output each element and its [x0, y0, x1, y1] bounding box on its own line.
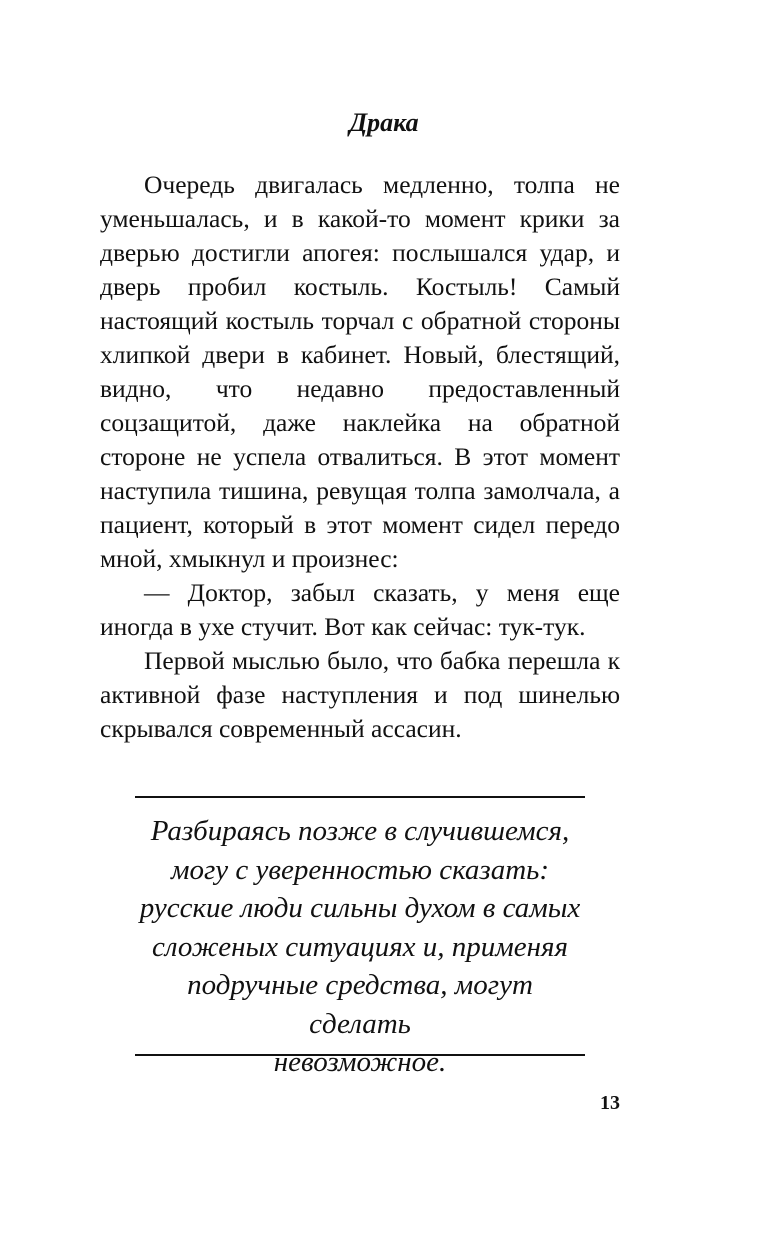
paragraph: Очередь двигалась медленно, толпа не уменьшалась, и в какой-то момент крики за дверью достигли апогея: послышался удар, и дверь пробил костыль. Костыль! Самый настоящий костыль торчал с обратной стороны хлипкой двери в кабинет. Новый, блестящий, видно, что недавно предоставленный соцзащитой, даже наклейка на обратной стороне не успела отвалиться. В этот момент наступила тишина, ревущая толпа замолчала, а пациент, который в этот момент сидел передо мной, хмыкнул и произнес: — [100, 170, 620, 573]
pull-quote-line: могу с уверенностью сказать: — [170, 853, 550, 886]
pull-quote-line: Разбираясь позже в случившемся, — [150, 815, 570, 847]
pull-quote-line: сложеных ситуациях и, применяя — [151, 930, 569, 963]
body-text — [100, 168, 620, 746]
paragraph: Первой мыслью было, что бабка перешла к активной фазе наступления и под шинелью скрывался современный ассасин. — [100, 646, 620, 743]
running-head: Драка — [349, 108, 419, 137]
paragraph: — Доктор, забыл сказать, у меня еще иногда в ухе стучит. Вот как сейчас: тук-тук. — [100, 578, 620, 641]
pull-quote-line: невозможное. — [273, 1046, 447, 1078]
page-number: 13 — [600, 1092, 620, 1114]
pull-quote-line: русские люди сильны духом в самых — [139, 892, 581, 924]
pull-quote-line: подручные средства, могут сделать — [187, 969, 533, 1040]
pull-quote — [135, 796, 585, 1078]
pull-quote-text — [135, 812, 585, 1082]
